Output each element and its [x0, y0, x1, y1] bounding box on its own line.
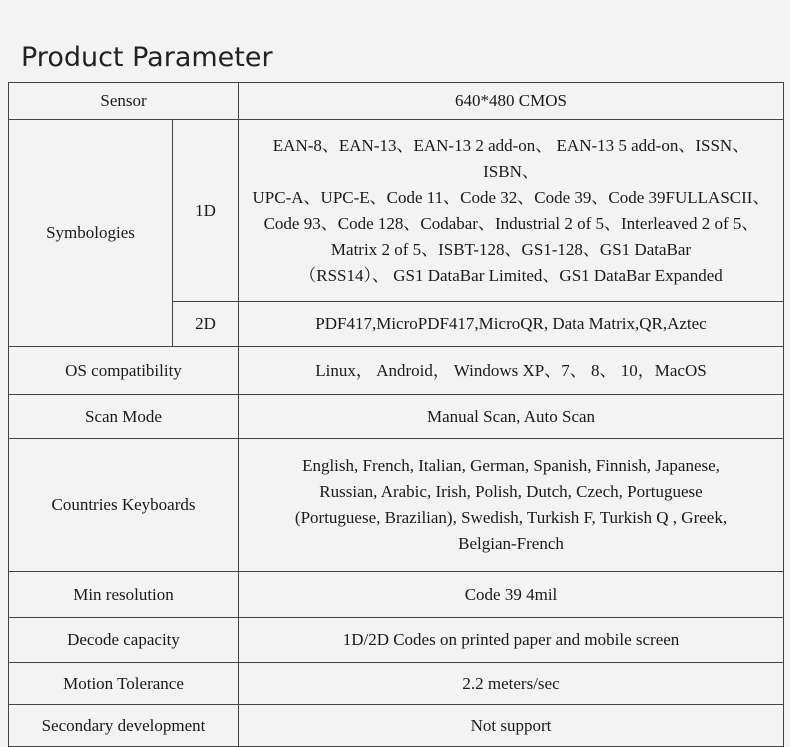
- secondary-development-label: Secondary development: [9, 705, 239, 747]
- symbologies-2d-value: PDF417,MicroPDF417,MicroQR, Data Matrix,QR,Aztec: [239, 302, 784, 347]
- keyboards-line: Russian, Arabic, Irish, Polish, Dutch, Czech, Portuguese: [319, 482, 703, 501]
- symbologies-1d-line: Code 93、Code 128、Codabar、Industrial 2 of 5、Interleaved 2 of 5、: [263, 213, 759, 233]
- secondary-development-value: Not support: [239, 705, 784, 747]
- symbologies-1d-value: [239, 120, 784, 302]
- table-row-secondary-development: [9, 705, 784, 747]
- decode-capacity-label: Decode capacity: [9, 618, 239, 663]
- motion-tolerance-label: Motion Tolerance: [9, 663, 239, 705]
- scan-mode-label: Scan Mode: [9, 395, 239, 439]
- os-value: Linux， Android， Windows XP、7、 8、 10，MacOS: [239, 347, 784, 395]
- table-row-os: [9, 347, 784, 395]
- table-row-sensor: [9, 83, 784, 120]
- min-resolution-value: Code 39 4mil: [239, 572, 784, 618]
- sensor-label: Sensor: [9, 83, 239, 120]
- page-title: Product Parameter: [21, 42, 273, 73]
- scan-mode-value: Manual Scan, Auto Scan: [239, 395, 784, 439]
- keyboards-line: (Portuguese, Brazilian), Swedish, Turkish F, Turkish Q , Greek,: [294, 508, 728, 527]
- table-row-decode-capacity: [9, 618, 784, 663]
- symbologies-2d-label: 2D: [173, 302, 239, 347]
- symbologies-1d-line: （RSS14）、 GS1 DataBar Limited、GS1 DataBar Expanded: [299, 265, 723, 285]
- symbologies-1d-label: 1D: [173, 120, 239, 302]
- symbologies-label: Symbologies: [9, 120, 173, 347]
- keyboards-label: Countries Keyboards: [9, 439, 239, 572]
- motion-tolerance-value: 2.2 meters/sec: [239, 663, 784, 705]
- sensor-value: 640*480 CMOS: [239, 83, 784, 120]
- min-resolution-label: Min resolution: [9, 572, 239, 618]
- table-row-symbologies-1d: [9, 120, 784, 302]
- keyboards-line: English, French, Italian, German, Spanish, Finnish, Japanese,: [302, 456, 720, 475]
- keyboards-value: [239, 439, 784, 572]
- parameter-table: [8, 82, 784, 747]
- table-row-keyboards: [9, 439, 784, 572]
- symbologies-1d-line: EAN-8、EAN-13、EAN-13 2 add-on、 EAN-13 5 add-on、ISSN、ISBN、: [272, 135, 750, 181]
- table-row-min-resolution: [9, 572, 784, 618]
- symbologies-1d-line: UPC-A、UPC-E、Code 11、Code 32、Code 39、Code 39FULLASCII、: [252, 187, 770, 207]
- table-row-motion-tolerance: [9, 663, 784, 705]
- symbologies-1d-line: Matrix 2 of 5、ISBT-128、GS1-128、GS1 DataBar: [330, 239, 692, 259]
- keyboards-line: Belgian-French: [458, 534, 564, 553]
- decode-capacity-value: 1D/2D Codes on printed paper and mobile screen: [239, 618, 784, 663]
- table-row-scan-mode: [9, 395, 784, 439]
- os-label: OS compatibility: [9, 347, 239, 395]
